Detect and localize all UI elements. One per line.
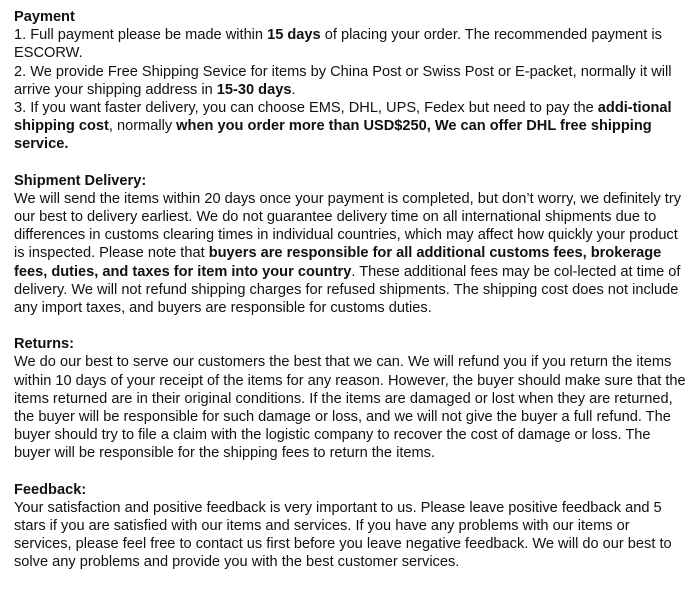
payment-item-3-bold: addi-tional shipping cost (14, 100, 672, 135)
payment-item-1-bold: 15 days (267, 27, 321, 44)
payment-item-3-text: 3. If you want faster delivery, you can choose EMS, DHL, UPS, Fedex but need to pay the (14, 100, 598, 117)
payment-item-2-text: 2. We provide Free Shipping Sevice for items by China Post or Swiss Post or E-packet, normally it will arrive your shipping address in (14, 63, 672, 98)
payment-item-2-text-end: . (291, 81, 296, 98)
returns-section (14, 335, 686, 462)
payment-section (14, 8, 686, 154)
shipment-bold: buyers are responsible for all additional customs fees, brokerage fees, duties, and taxes for item into your country (14, 245, 662, 280)
payment-item-2 (14, 63, 686, 99)
payment-item-1-text-end: of placing your order. The recommended payment is ESCORW. (14, 27, 662, 62)
payment-item-3 (14, 99, 686, 154)
returns-heading: Returns: (14, 336, 74, 353)
payment-item-3-bold-end: when you order more than USD$250, We can offer DHL free shipping service. (14, 118, 652, 153)
shipment-heading: Shipment Delivery: (14, 172, 147, 189)
shipment-text: We will send the items within 20 days once your payment is completed, but don’t worry, we definitely try our best to delivery earliest. We do not guarantee delivery time on all international shipments due to differences in customs clearing times in individual countries, which may affect how quickly your product is inspected. Please note that (14, 190, 682, 262)
feedback-heading: Feedback: (14, 481, 87, 498)
payment-item-3-text-mid: , normally (108, 118, 177, 135)
shipment-paragraph (14, 190, 686, 317)
feedback-section (14, 481, 686, 572)
shipment-section (14, 172, 686, 318)
shipment-text-end: . These additional fees may be col-lected at time of delivery. We will not refund shipping charges for refused shipments. The shipping cost does not include any import taxes, and buyers are responsible for customs duties. (14, 263, 681, 317)
feedback-paragraph: Your satisfaction and positive feedback is very important to us. Please leave positive feedback and 5 stars if you are satisfied with our items and services. If you have any problems with our items or services, please feel free to contact us first before you leave negative feedback. We will do our best to solve any problems and provide you with the best customer services. (14, 499, 672, 571)
payment-heading: Payment (14, 9, 75, 25)
returns-paragraph: We do our best to serve our customers the best that we can. We will refund you if you return the items within 10 days of your receipt of the items for any reason. However, the buyer should make sure that the items returned are in their original conditions. If the items are damaged or lost when they are returned, the buyer will be responsible for such damage or loss, and we will not give the buyer a full refund. The buyer should try to file a claim with the logistic company to recover the cost of damage or loss. The buyer will be responsible for the shipping fees to return the items. (14, 354, 686, 462)
policy-document (14, 8, 686, 590)
payment-item-1-text: 1. Full payment please be made within (14, 27, 268, 44)
payment-item-1 (14, 26, 686, 62)
payment-item-2-bold: 15-30 days (216, 81, 292, 98)
